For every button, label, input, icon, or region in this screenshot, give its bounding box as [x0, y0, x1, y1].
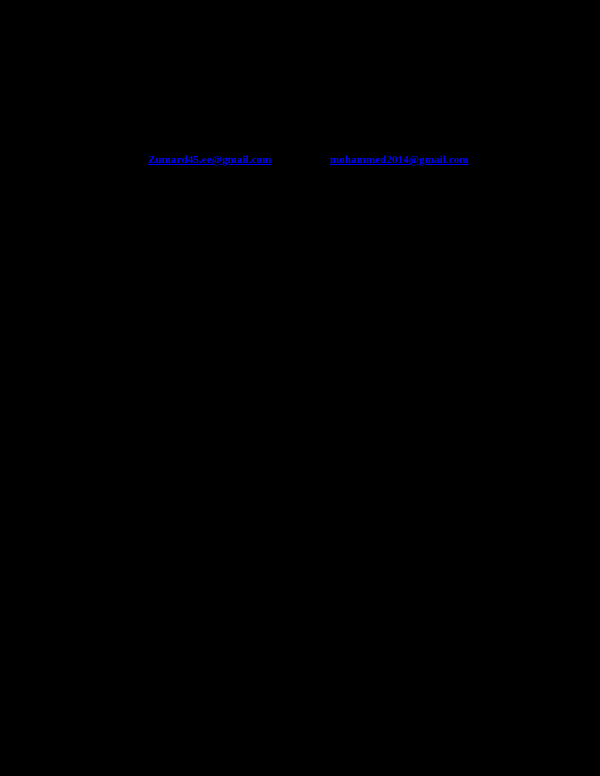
author-email-link-left[interactable]: Zumard45.ee@gmail.com — [148, 154, 272, 166]
author-email-link-right[interactable]: mohammed2014@gmail.com — [330, 154, 469, 166]
